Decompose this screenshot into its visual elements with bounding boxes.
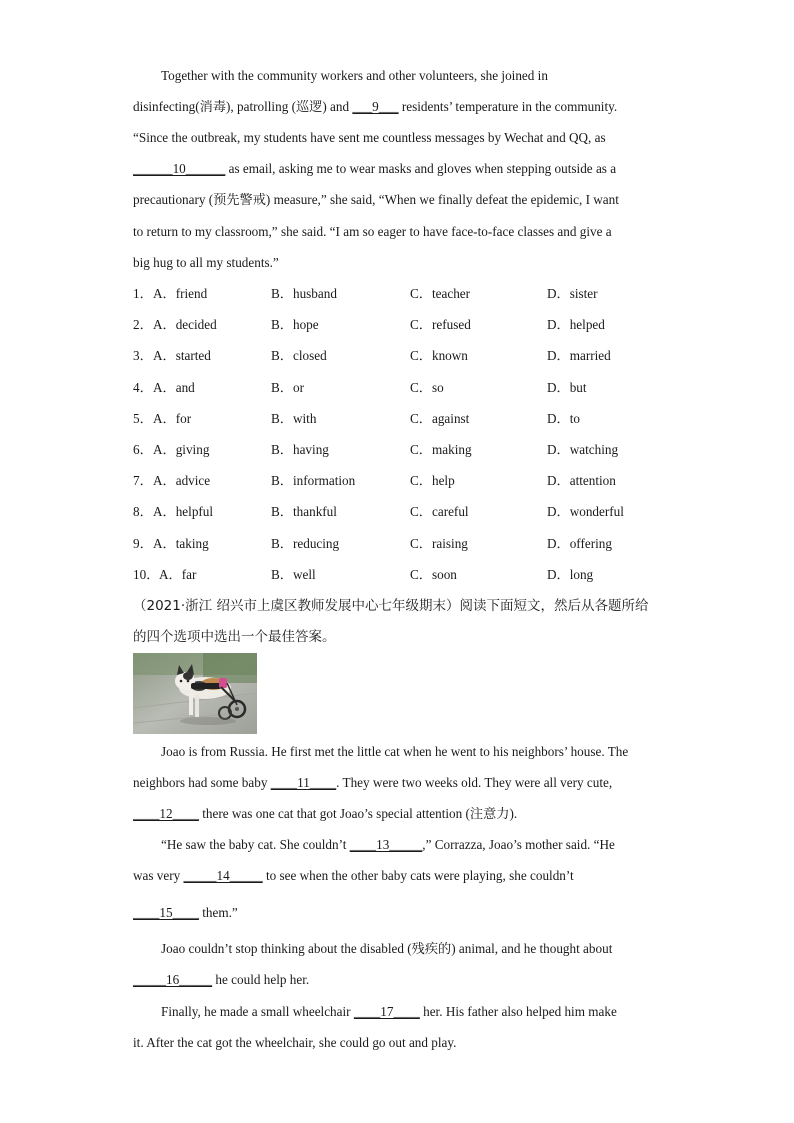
option-d[interactable]: D．offering: [547, 536, 612, 551]
option-b[interactable]: B．thankful: [271, 504, 337, 519]
question-number: 8．: [133, 504, 153, 519]
option-c[interactable]: C．help: [410, 473, 455, 488]
option-b[interactable]: B．husband: [271, 286, 337, 301]
option-b[interactable]: B．with: [271, 411, 317, 426]
passage1-line-6: to return to my classroom,” she said. “I am so eager to have face-to-face classes and give a: [133, 224, 612, 239]
option-a[interactable]: A．decided: [153, 317, 217, 332]
option-d[interactable]: D．attention: [547, 473, 616, 488]
option-c[interactable]: C．careful: [410, 504, 469, 519]
option-a[interactable]: A．helpful: [153, 504, 214, 519]
passage2-line-4-text-b: ,” Corrazza, Joao’s mother said. “He: [422, 837, 615, 852]
option-d[interactable]: D．married: [547, 348, 611, 363]
option-c[interactable]: C．teacher: [410, 286, 471, 301]
passage1-line-1: Together with the community workers and other volunteers, she joined in: [161, 68, 548, 83]
option-a[interactable]: A．for: [153, 411, 192, 426]
passage2-line-4-text-a: “He saw the baby cat. She couldn’t: [161, 837, 350, 852]
option-c[interactable]: C．refused: [410, 317, 471, 332]
passage1-line-7: big hug to all my students.”: [133, 255, 279, 270]
blank-14: _____14_____: [183, 868, 263, 883]
option-b[interactable]: B．or: [271, 380, 304, 395]
option-c[interactable]: C．against: [410, 411, 470, 426]
option-c[interactable]: C．so: [410, 380, 444, 395]
blank-9: ___9___: [352, 99, 399, 114]
section2-heading-line-2: 的四个选项中选出一个最佳答案。: [133, 629, 336, 645]
passage2-line-2: [133, 775, 612, 791]
option-b[interactable]: B．reducing: [271, 536, 340, 551]
question-number: 1．: [133, 286, 153, 301]
question-number: 9．: [133, 536, 153, 551]
option-b[interactable]: B．information: [271, 473, 356, 488]
blank-16: _____16_____: [133, 972, 213, 987]
passage2-line-9: [161, 1004, 617, 1020]
option-d[interactable]: D．to: [547, 411, 580, 426]
option-c[interactable]: C．making: [410, 442, 472, 457]
passage2-line-3: [133, 806, 517, 822]
question-number: 10．: [133, 567, 160, 582]
question-number: 4．: [133, 380, 153, 395]
passage1-line-4: [133, 161, 616, 177]
question-number: 3．: [133, 348, 153, 363]
passage1-line-2: [133, 99, 617, 115]
option-c[interactable]: C．soon: [410, 567, 457, 582]
option-a[interactable]: A．started: [153, 348, 211, 363]
option-a[interactable]: A．and: [153, 380, 195, 395]
passage2-line-1: Joao is from Russia. He first met the little cat when he went to his neighbors’ house. The: [161, 744, 629, 759]
question-number: 6．: [133, 442, 153, 457]
passage2-line-8-text: he could help her.: [212, 972, 310, 987]
option-a[interactable]: A．far: [159, 567, 197, 582]
passage2-line-7: Joao couldn’t stop thinking about the disabled (残疾的) animal, and he thought about: [161, 941, 613, 956]
blank-15: ____15____: [133, 905, 199, 920]
option-b[interactable]: B．closed: [271, 348, 327, 363]
passage2-line-2-text-a: neighbors had some baby: [133, 775, 271, 790]
cat-in-wheelchair-photo: [133, 653, 257, 734]
option-c[interactable]: C．known: [410, 348, 468, 363]
option-d[interactable]: D．long: [547, 567, 594, 582]
passage2-line-6-text: them.”: [198, 905, 238, 920]
passage1-line-3: “Since the outbreak, my students have sent me countless messages by Wechat and QQ, as: [133, 130, 606, 145]
question-number: 5．: [133, 411, 153, 426]
option-d[interactable]: D．watching: [547, 442, 619, 457]
question-number: 2．: [133, 317, 153, 332]
passage2-line-2-text-b: . They were two weeks old. They were all very cute,: [336, 775, 613, 790]
blank-12: ____12____: [133, 806, 199, 821]
passage2-line-5: [133, 868, 574, 884]
option-d[interactable]: D．wonderful: [547, 504, 624, 519]
section2-heading-line-1: （2021·浙江 绍兴市上虞区教师发展中心七年级期末）阅读下面短文，然后从各题所给: [133, 598, 649, 614]
option-c[interactable]: C．raising: [410, 536, 468, 551]
blank-10: ______10______: [133, 161, 226, 176]
passage2-line-6: [133, 905, 238, 921]
passage2-line-10: it. After the cat got the wheelchair, she could go out and play.: [133, 1035, 457, 1050]
blank-11: ____11____: [270, 775, 337, 790]
option-a[interactable]: A．giving: [153, 442, 210, 457]
option-d[interactable]: D．but: [547, 380, 587, 395]
passage2-line-5-text-a: was very: [133, 868, 184, 883]
passage2-line-9-text-b: her. His father also helped him make: [419, 1004, 617, 1019]
passage2-line-8: [133, 972, 309, 988]
question-number: 7．: [133, 473, 153, 488]
passage1-line-4-text: as email, asking me to wear masks and gloves when stepping outside as a: [225, 161, 617, 176]
blank-17: ____17____: [353, 1004, 420, 1019]
option-d[interactable]: D．helped: [547, 317, 605, 332]
option-d[interactable]: D．sister: [547, 286, 598, 301]
passage2-line-4: [161, 837, 615, 853]
passage1-line-2-text-a: disinfecting(消毒), patrolling (巡逻) and: [133, 99, 353, 114]
passage2-line-3-text: there was one cat that got Joao’s special attention (注意力).: [198, 806, 518, 821]
option-a[interactable]: A．taking: [153, 536, 209, 551]
passage2-line-9-text-a: Finally, he made a small wheelchair: [161, 1004, 354, 1019]
option-b[interactable]: B．well: [271, 567, 316, 582]
passage2-line-5-text-b: to see when the other baby cats were playing, she couldn’t: [262, 868, 574, 883]
blank-13: ____13_____: [349, 837, 423, 852]
option-a[interactable]: A．advice: [153, 473, 211, 488]
passage1-line-5: precautionary (预先警戒) measure,” she said, “When we finally defeat the epidemic, I want: [133, 192, 619, 207]
option-a[interactable]: A．friend: [153, 286, 208, 301]
option-b[interactable]: B．having: [271, 442, 329, 457]
option-b[interactable]: B．hope: [271, 317, 319, 332]
passage1-line-2-text-b: residents’ temperature in the community.: [398, 99, 618, 114]
